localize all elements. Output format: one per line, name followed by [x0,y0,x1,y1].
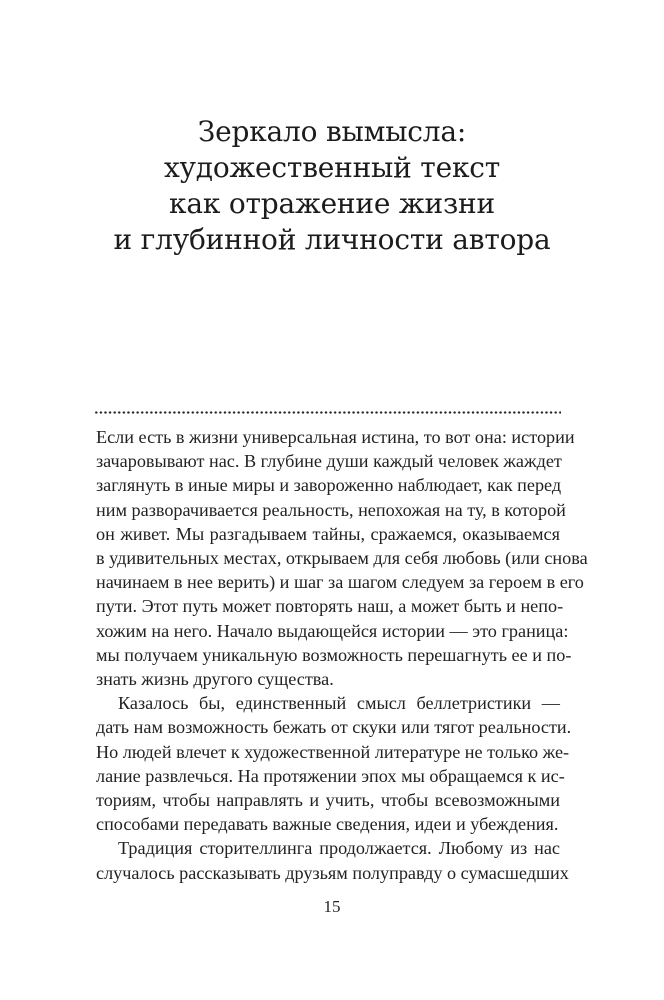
text-line: Но людей влечет к художественной литературе не только же- [96,741,570,762]
text-line: ториям, чтобы направлять и учить, чтобы всевозможными [96,790,560,811]
text-line: начинаем в нее верить) и шаг за шагом следуем за героем в его [96,572,584,593]
text-line: пути. Этот путь может повторять наш, а может быть и непо- [96,596,564,617]
text-line: ним разворачивается реальность, непохожая на ту, в которой [96,499,566,520]
text-line: Казалось бы, единственный смысл беллетристики — [118,693,560,714]
text-line: дать нам возможность бежать от скуки или тягот реальности. [96,717,572,738]
text-line: Традиция сторителлинга продолжается. Любому из нас [118,838,560,859]
text-line: хожим на него. Начало выдающейся истории — это граница: [96,620,569,641]
page-number: 15 [323,897,341,916]
chapter-title-line: и глубинной личности автора [113,223,551,256]
chapter-title-line: Зеркало вымысла: [197,115,467,148]
dotted-divider [94,411,561,414]
text-line: в удивительных местах, открываем для себя любовь (или снова [96,548,588,569]
text-line: мы получаем уникальную возможность перешагнуть ее и по- [96,644,572,665]
text-line: зачаровывают нас. В глубине души каждый человек жаждет [96,451,562,472]
chapter-title-line: как отражение жизни [169,187,495,220]
text-line: он живет. Мы разгадываем тайны, сражаемся, оказываемся [96,523,560,544]
text-line: Если есть в жизни универсальная истина, то вот она: истории [96,427,575,447]
text-line: знать жизнь другого существа. [96,669,334,690]
text-line: способами передавать важные сведения, идеи и убеждения. [96,814,559,835]
text-line: заглянуть в иные миры и завороженно наблюдает, как перед [96,475,562,496]
text-line: случалось рассказывать друзьям полуправду о сумасшедших [96,862,569,883]
body-text [96,425,588,885]
text-line: лание развлечься. На протяжении эпох мы обращаемся к ис- [96,765,565,786]
chapter-title-line: художественный текст [163,151,501,184]
chapter-title [0,114,664,258]
